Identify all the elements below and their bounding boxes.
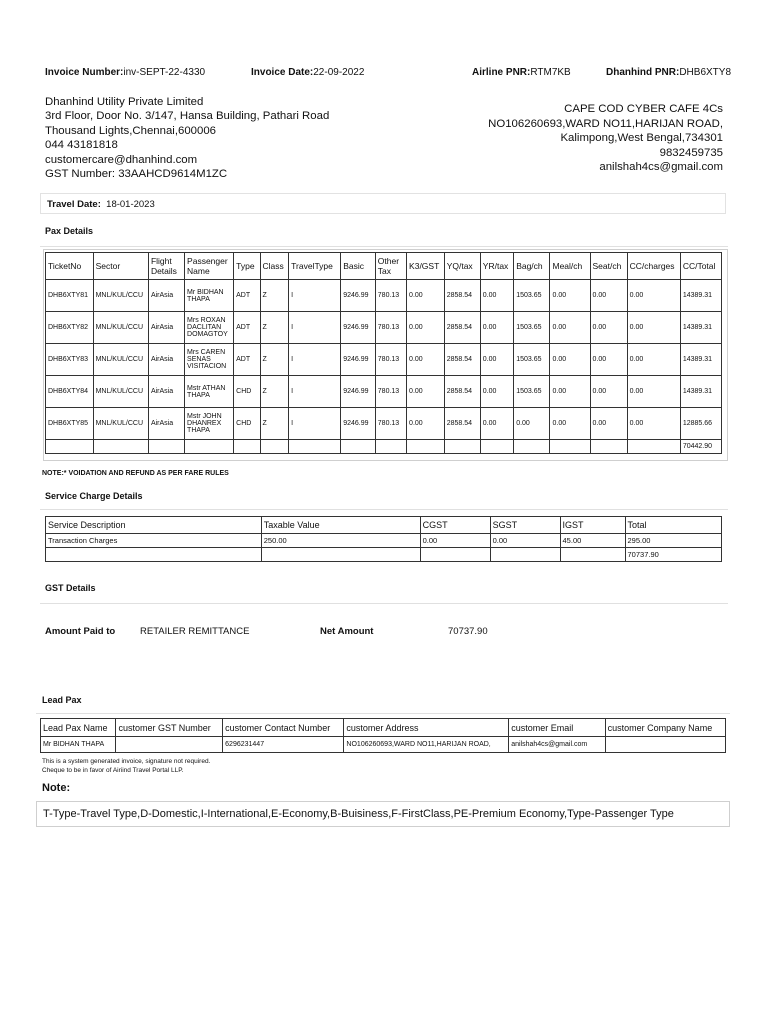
pax-cell: 0.00 xyxy=(480,408,513,440)
lead-header-cell: customer GST Number xyxy=(116,719,223,737)
pax-header-cell: TicketNo xyxy=(46,253,94,280)
pax-cell: 0.00 xyxy=(407,408,445,440)
pax-header-cell: Seat/ch xyxy=(590,253,627,280)
company-phone: 044 43181818 xyxy=(45,139,118,152)
pax-cell: 780.13 xyxy=(375,280,406,312)
pax-cell: 2858.54 xyxy=(444,344,480,376)
pax-cell: 1503.65 xyxy=(514,344,550,376)
invoice-number-label: Invoice Number: xyxy=(45,67,124,78)
pax-cell: MNL/KUL/CCU xyxy=(93,376,148,408)
pax-cell: 0.00 xyxy=(627,312,680,344)
pax-cell: ADT xyxy=(234,280,260,312)
pax-header-cell: Basic xyxy=(341,253,376,280)
pax-cell: MNL/KUL/CCU xyxy=(93,408,148,440)
pax-cell: 9246.99 xyxy=(341,344,376,376)
amount-paid-to-value: RETAILER REMITTANCE xyxy=(140,626,250,637)
lead-cell: anilshah4cs@gmail.com xyxy=(509,737,605,753)
pax-cell: Mrs CAREN SENAS VISITACION xyxy=(185,344,234,376)
pax-cell: Z xyxy=(260,408,289,440)
pax-header-cell: Passenger Name xyxy=(185,253,234,280)
service-charge-table xyxy=(45,516,722,562)
service-cell: 45.00 xyxy=(560,534,625,548)
pax-cell: Mstr JOHN DHANREX THAPA xyxy=(185,408,234,440)
gst-divider xyxy=(40,603,728,604)
dhanhind-pnr-value: DHB6XTY8 xyxy=(679,67,732,78)
system-note-line-1: This is a system generated invoice, signature not required. xyxy=(42,758,211,765)
pax-table-header xyxy=(46,253,722,280)
pax-header-cell: Bag/ch xyxy=(514,253,550,280)
pax-cell: 0.00 xyxy=(550,408,590,440)
pax-cell: AirAsia xyxy=(148,344,184,376)
pax-header-cell: K3/GST xyxy=(407,253,445,280)
lead-cell: NO106260693,WARD NO11,HARIJAN ROAD, xyxy=(344,737,509,753)
net-amount-value: 70737.90 xyxy=(448,626,488,637)
invoice-number xyxy=(45,67,205,78)
pax-cell: 9246.99 xyxy=(341,376,376,408)
pax-header-cell: Meal/ch xyxy=(550,253,590,280)
pax-header-cell: Sector xyxy=(93,253,148,280)
pax-cell: Z xyxy=(260,280,289,312)
fare-rules-note: NOTE:* VOIDATION AND REFUND AS PER FARE RULES xyxy=(42,470,229,477)
customer-email: anilshah4cs@gmail.com xyxy=(599,161,723,173)
pax-cell: 2858.54 xyxy=(444,280,480,312)
legend-box xyxy=(36,801,730,827)
pax-cell: 2858.54 xyxy=(444,408,480,440)
lead-header-cell: customer Company Name xyxy=(605,719,725,737)
pax-cell: 0.00 xyxy=(480,376,513,408)
lead-table-header xyxy=(41,719,726,737)
lead-header-cell: customer Address xyxy=(344,719,509,737)
pax-cell: 0.00 xyxy=(480,280,513,312)
service-header-cell: CGST xyxy=(420,517,490,534)
pax-cell: 9246.99 xyxy=(341,408,376,440)
pax-cell: 0.00 xyxy=(480,312,513,344)
net-amount-label: Net Amount xyxy=(320,626,374,637)
system-note-line-2: Cheque to be in favor of Airiind Travel Portal LLP. xyxy=(42,767,184,774)
service-header-cell: IGST xyxy=(560,517,625,534)
company-name: Dhanhind Utility Private Limited xyxy=(45,96,204,108)
pax-cell: 780.13 xyxy=(375,344,406,376)
table-row xyxy=(46,344,722,376)
lead-cell: 6296231447 xyxy=(223,737,344,753)
service-divider xyxy=(40,509,728,510)
pax-cell: 14389.31 xyxy=(680,344,721,376)
company-address-2: Thousand Lights,Chennai,600006 xyxy=(45,124,216,137)
pax-cell: DHB6XTY83 xyxy=(46,344,94,376)
company-block xyxy=(45,95,329,181)
pax-cell: 0.00 xyxy=(407,376,445,408)
pax-cell: 0.00 xyxy=(407,344,445,376)
service-total-row xyxy=(46,548,722,562)
pax-total-row xyxy=(46,440,722,454)
pax-details-title: Pax Details xyxy=(45,226,94,236)
lead-cell: Mr BIDHAN THAPA xyxy=(41,737,116,753)
pax-cell: 0.00 xyxy=(514,408,550,440)
table-row xyxy=(46,408,722,440)
pax-cell: 0.00 xyxy=(590,408,627,440)
pax-cell: 0.00 xyxy=(550,344,590,376)
pax-cell: 0.00 xyxy=(407,280,445,312)
lead-cell xyxy=(116,737,223,753)
pax-cell: DHB6XTY85 xyxy=(46,408,94,440)
pax-header-cell: CC/charges xyxy=(627,253,680,280)
pax-header-cell: Class xyxy=(260,253,289,280)
pax-divider xyxy=(40,246,728,247)
pax-cell: Mrs ROXAN DACLITAN DOMAGTOY xyxy=(185,312,234,344)
service-cell: 250.00 xyxy=(261,534,420,548)
pax-cell: DHB6XTY81 xyxy=(46,280,94,312)
airline-pnr-label: Airline PNR: xyxy=(472,67,531,78)
pax-cell: AirAsia xyxy=(148,376,184,408)
pax-cell: 9246.99 xyxy=(341,280,376,312)
customer-phone: 9832459735 xyxy=(659,146,723,159)
lead-header-cell: Lead Pax Name xyxy=(41,719,116,737)
pax-cell: ADT xyxy=(234,344,260,376)
pax-cell: AirAsia xyxy=(148,280,184,312)
pax-cell: 2858.54 xyxy=(444,312,480,344)
pax-cell: MNL/KUL/CCU xyxy=(93,280,148,312)
table-row xyxy=(46,280,722,312)
company-email: customercare@dhanhind.com xyxy=(45,153,198,166)
note-label: Note: xyxy=(42,782,71,794)
pax-cell: 0.00 xyxy=(590,312,627,344)
pax-cell: MNL/KUL/CCU xyxy=(93,344,148,376)
pax-cell: 0.00 xyxy=(550,280,590,312)
company-address-1: 3rd Floor, Door No. 3/147, Hansa Building, Pathari Road xyxy=(45,110,330,123)
customer-address-1: NO106260693,WARD NO11,HARIJAN ROAD, xyxy=(488,117,723,130)
invoice-number-value: inv-SEPT-22-4330 xyxy=(123,67,206,78)
customer-address-2: Kalimpong,West Bengal,734301 xyxy=(560,132,723,144)
pax-cell: 12885.66 xyxy=(680,408,721,440)
lead-divider xyxy=(36,713,730,714)
company-gst: GST Number: 33AAHCD9614M1ZC xyxy=(45,168,228,181)
travel-date-box xyxy=(40,193,726,214)
pax-cell: AirAsia xyxy=(148,312,184,344)
pax-cell: Mstr ATHAN THAPA xyxy=(185,376,234,408)
invoice-date-value: 22-09-2022 xyxy=(313,67,365,78)
table-row xyxy=(46,534,722,548)
lead-header-cell: customer Email xyxy=(509,719,605,737)
pax-cell: I xyxy=(289,408,341,440)
table-row xyxy=(46,312,722,344)
pax-cell: 0.00 xyxy=(407,312,445,344)
service-total: 70737.90 xyxy=(625,548,721,562)
pax-cell: I xyxy=(289,344,341,376)
service-header-cell: Service Description xyxy=(46,517,262,534)
pax-cell: Z xyxy=(260,376,289,408)
pax-cell: 0.00 xyxy=(550,312,590,344)
travel-date-value: 18-01-2023 xyxy=(106,199,155,210)
pax-header-cell: YQ/tax xyxy=(444,253,480,280)
legend-text: T-Type-Travel Type,D-Domestic,I-International,E-Economy,B-Buisiness,F-FirstClass,PE-Premium Economy,Type-Passenger Type xyxy=(43,808,674,820)
travel-date-label: Travel Date: xyxy=(47,199,101,210)
pax-cell: Z xyxy=(260,344,289,376)
pax-cell: 0.00 xyxy=(590,376,627,408)
pax-cell: 780.13 xyxy=(375,376,406,408)
amount-paid-to-label: Amount Paid to xyxy=(45,626,116,637)
pax-cell: 0.00 xyxy=(627,408,680,440)
pax-cell: 780.13 xyxy=(375,408,406,440)
pax-header-cell: Type xyxy=(234,253,260,280)
dhanhind-pnr-label: Dhanhind PNR: xyxy=(606,67,680,78)
pax-cell: I xyxy=(289,312,341,344)
pax-cell: 780.13 xyxy=(375,312,406,344)
pax-cell: 1503.65 xyxy=(514,376,550,408)
service-charge-title: Service Charge Details xyxy=(45,491,143,501)
lead-pax-table xyxy=(40,718,726,753)
pax-cell: DHB6XTY84 xyxy=(46,376,94,408)
pax-cell: 0.00 xyxy=(627,344,680,376)
pax-cell: 0.00 xyxy=(627,280,680,312)
pax-cell: DHB6XTY82 xyxy=(46,312,94,344)
pax-cell: AirAsia xyxy=(148,408,184,440)
service-cell: 295.00 xyxy=(625,534,721,548)
invoice-date-label: Invoice Date: xyxy=(251,67,314,78)
gst-details-title: GST Details xyxy=(45,583,96,593)
service-header-cell: Total xyxy=(625,517,721,534)
pax-header-cell: TravelType xyxy=(289,253,341,280)
invoice-date xyxy=(251,67,364,78)
customer-name: CAPE COD CYBER CAFE 4Cs xyxy=(564,103,723,115)
pax-total: 70442.90 xyxy=(680,440,721,454)
pax-cell: 0.00 xyxy=(590,344,627,376)
pax-header-cell: Flight Details xyxy=(148,253,184,280)
pax-header-cell: YR/tax xyxy=(480,253,513,280)
table-row xyxy=(41,737,726,753)
pax-cell: Z xyxy=(260,312,289,344)
pax-cell: 14389.31 xyxy=(680,312,721,344)
pax-cell: 2858.54 xyxy=(444,376,480,408)
pax-table xyxy=(45,252,722,454)
pax-cell: 0.00 xyxy=(590,280,627,312)
service-table-header xyxy=(46,517,722,534)
service-cell: 0.00 xyxy=(490,534,560,548)
lead-header-cell: customer Contact Number xyxy=(223,719,344,737)
service-cell: 0.00 xyxy=(420,534,490,548)
pax-cell: CHD xyxy=(234,376,260,408)
pax-cell: MNL/KUL/CCU xyxy=(93,312,148,344)
pax-cell: I xyxy=(289,376,341,408)
system-note xyxy=(42,757,210,775)
lead-cell xyxy=(605,737,725,753)
pax-header-cell: CC/Total xyxy=(680,253,721,280)
table-row xyxy=(46,376,722,408)
service-header-cell: Taxable Value xyxy=(261,517,420,534)
lead-pax-title: Lead Pax xyxy=(42,695,82,705)
pax-cell: I xyxy=(289,280,341,312)
service-header-cell: SGST xyxy=(490,517,560,534)
pax-cell: 0.00 xyxy=(550,376,590,408)
service-cell: Transaction Charges xyxy=(46,534,262,548)
pax-cell: 14389.31 xyxy=(680,376,721,408)
pax-cell: 0.00 xyxy=(627,376,680,408)
pax-cell: 0.00 xyxy=(480,344,513,376)
pax-cell: CHD xyxy=(234,408,260,440)
pax-cell: Mr BIDHAN THAPA xyxy=(185,280,234,312)
customer-block xyxy=(488,102,723,175)
airline-pnr xyxy=(472,67,571,78)
airline-pnr-value: RTM7KB xyxy=(530,67,571,78)
pax-header-cell: Other Tax xyxy=(375,253,406,280)
pax-cell: 9246.99 xyxy=(341,312,376,344)
dhanhind-pnr xyxy=(606,67,731,78)
pax-cell: 1503.65 xyxy=(514,280,550,312)
pax-cell: 14389.31 xyxy=(680,280,721,312)
pax-cell: 1503.65 xyxy=(514,312,550,344)
pax-cell: ADT xyxy=(234,312,260,344)
